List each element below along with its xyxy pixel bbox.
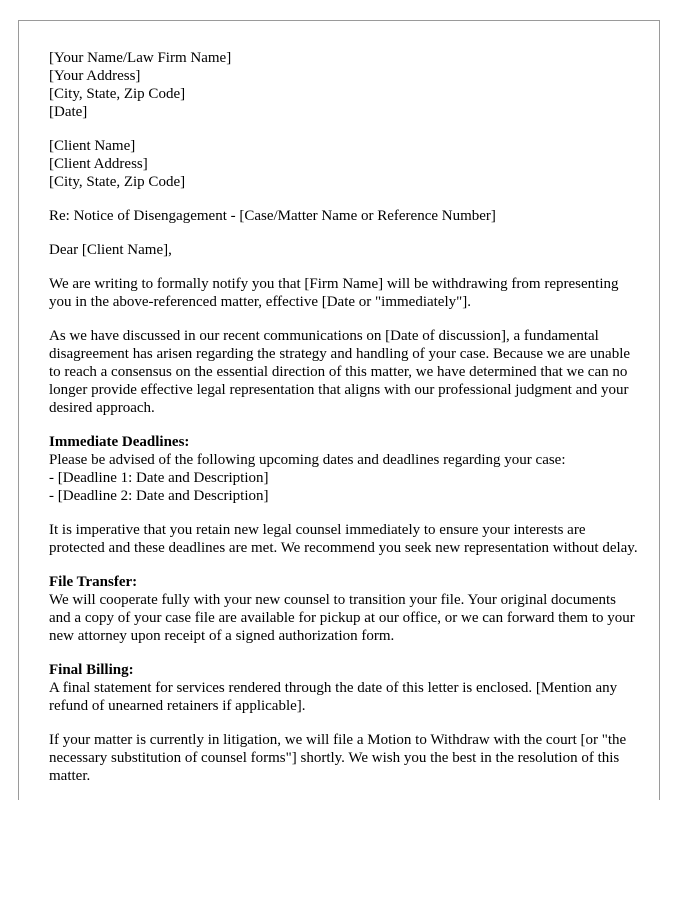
salutation: Dear [Client Name], (49, 242, 172, 258)
billing-body: A final statement for services rendered through the date of this letter is enclosed. [Mention any refund of unearned retainers if applicable]. (49, 680, 618, 714)
reason-paragraph: As we have discussed in our recent communications on [Date of discussion], a fundamental disagreement has arisen regarding the strategy and handling of your case. Because we are unable to reach a consensus on the essential direction of this matter, we have determined that we can no longer provide effective legal representation that aligns with our professional judgment and your desired approach. (49, 328, 631, 416)
recipient-address: [Client Address] (49, 156, 148, 172)
sender-block (49, 49, 639, 121)
letter-body (49, 49, 639, 800)
recipient-city: [City, State, Zip Code] (49, 174, 186, 190)
recipient-name: [Client Name] (49, 138, 136, 154)
intro-paragraph: We are writing to formally notify you that [Firm Name] will be withdrawing from representing you in the above-referenced matter, effective [Date or "immediately"]. (49, 276, 619, 310)
closing-paragraph: If your matter is currently in litigation, we will file a Motion to Withdraw with the court [or "the necessary substitution of counsel forms"] shortly. We wish you the best in the resolution of this matter. (49, 732, 627, 784)
sender-address: [Your Address] (49, 68, 141, 84)
deadlines-intro: Please be advised of the following upcoming dates and deadlines regarding your case: (49, 452, 566, 468)
sender-name: [Your Name/Law Firm Name] (49, 50, 232, 66)
file-transfer-section (49, 573, 639, 645)
deadlines-heading: Immediate Deadlines: (49, 434, 190, 450)
file-transfer-heading: File Transfer: (49, 574, 138, 590)
billing-section (49, 661, 639, 715)
file-transfer-body: We will cooperate fully with your new counsel to transition your file. Your original documents and a copy of your case file are available for pickup at our office, or we can forward them to your new attorney upon receipt of a signed authorization form. (49, 592, 635, 644)
counsel-paragraph: It is imperative that you retain new legal counsel immediately to ensure your interests are protected and these deadlines are met. We recommend you seek new representation without delay. (49, 522, 638, 556)
letter-page (18, 20, 660, 800)
deadlines-section (49, 433, 639, 505)
recipient-block (49, 137, 639, 191)
letter-date: [Date] (49, 104, 88, 120)
sender-city: [City, State, Zip Code] (49, 86, 186, 102)
deadline-item: - [Deadline 1: Date and Description] (49, 470, 269, 486)
billing-heading: Final Billing: (49, 662, 134, 678)
deadline-item: - [Deadline 2: Date and Description] (49, 488, 269, 504)
subject-line: Re: Notice of Disengagement - [Case/Matter Name or Reference Number] (49, 208, 496, 224)
